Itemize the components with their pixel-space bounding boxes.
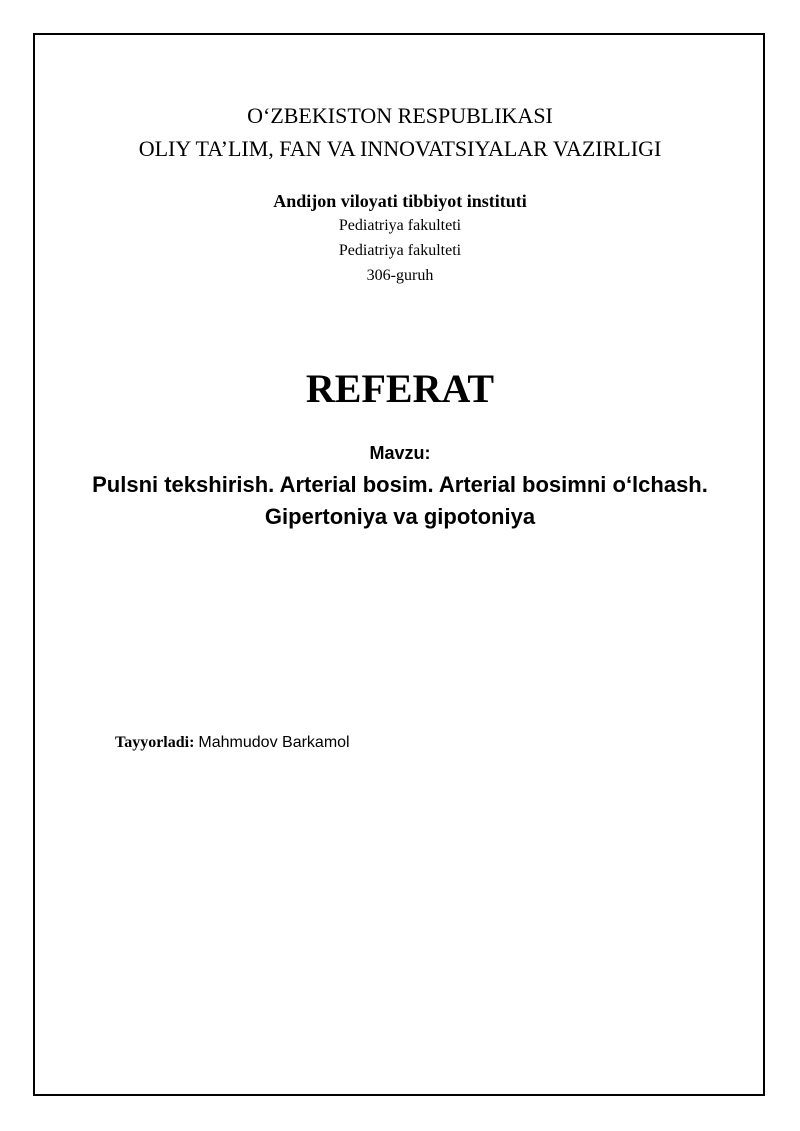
author-label: Tayyorladi: [115, 734, 195, 751]
ministry-heading: OLIY TA’LIM, FAN VA INNOVATSIYALAR VAZIRLIGI [138, 136, 662, 161]
author-name: Mahmudov Barkamol [198, 734, 350, 751]
faculty-line-1: Pediatriya fakulteti [338, 217, 462, 234]
institute-name: Andijon viloyati tibbiyot instituti [273, 191, 527, 211]
faculty-line-2: Pediatriya fakulteti [338, 242, 462, 259]
group-line: 306-guruh [366, 267, 434, 284]
document-title: REFERAT [305, 366, 495, 411]
topic-line-2: Gipertoniya va gipotoniya [264, 504, 536, 529]
republic-heading: O‘ZBEKISTON RESPUBLIKASI [247, 103, 553, 128]
author-line [115, 733, 350, 753]
topic-label: Mavzu: [369, 443, 431, 463]
topic-line-1: Pulsni tekshirish. Arterial bosim. Arterial bosimni o‘lchash. [92, 472, 708, 497]
